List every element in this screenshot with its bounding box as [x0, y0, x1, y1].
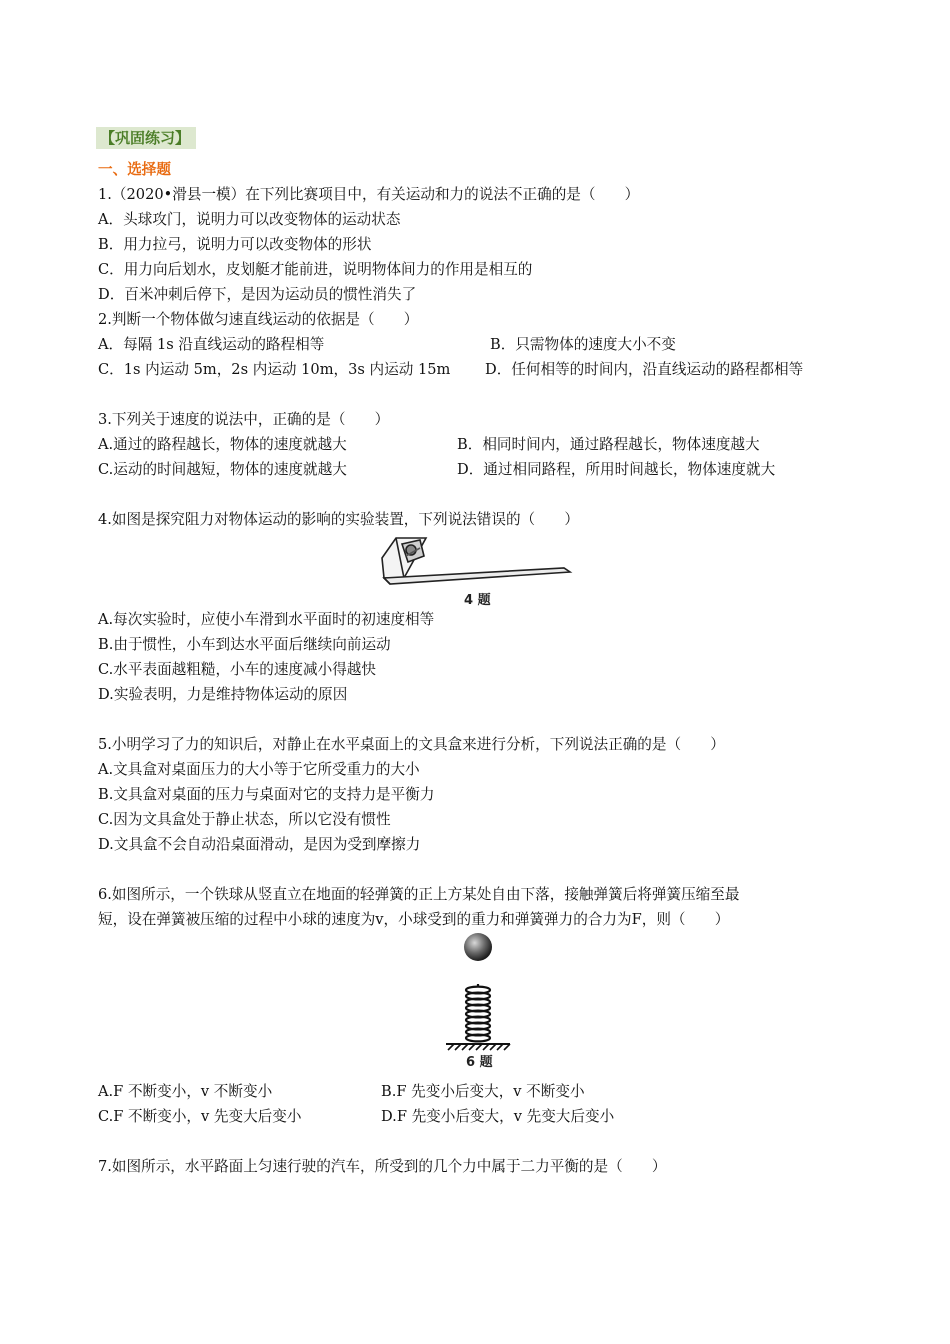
q2-option-d: D．任何相等的时间内，沿直线运动的路程都相等 — [485, 361, 804, 378]
q4-figure-caption: 4 题 — [464, 593, 491, 608]
q4-option-d: D.实验表明，力是维持物体运动的原因 — [98, 686, 348, 703]
q6-option-c: C.F 不断变小，v 先变大后变小 — [98, 1108, 302, 1125]
q5-option-d: D.文具盒不会自动沿桌面滑动，是因为受到摩擦力 — [98, 836, 421, 853]
q5-stem: 5.小明学习了力的知识后，对静止在水平桌面上的文具盒来进行分析，下列说法正确的是（ ） — [98, 736, 725, 753]
q3-option-d: D．通过相同路程，所用时间越长，物体速度就大 — [457, 461, 776, 478]
ramp-and-track-drawing — [382, 538, 570, 584]
q3-option-c: C.运动的时间越短，物体的速度就越大 — [98, 461, 347, 478]
q6-figure-caption: 6 题 — [466, 1055, 493, 1068]
ramp-cart-figure — [378, 530, 574, 610]
iron-ball — [464, 933, 492, 961]
q1-option-c: C．用力向后划水，皮划艇才能前进，说明物体间力的作用是相互的 — [98, 261, 533, 278]
section-tag: 【巩固练习】 — [96, 127, 196, 149]
q5-option-b: B.文具盒对桌面的压力与桌面对它的支持力是平衡力 — [98, 786, 435, 803]
q2-option-b: B．只需物体的速度大小不变 — [490, 336, 676, 353]
q6-stem-line-2: 短，设在弹簧被压缩的过程中小球的速度为v，小球受到的重力和弹簧弹力的合力为F，则（ ） — [98, 911, 730, 928]
q4-option-a: A.每次实验时，应使小车滑到水平面时的初速度相等 — [98, 611, 435, 628]
q5-option-a: A.文具盒对桌面压力的大小等于它所受重力的大小 — [98, 761, 420, 778]
q7-stem: 7.如图所示，水平路面上匀速行驶的汽车，所受到的几个力中属于二力平衡的是（ ） — [98, 1158, 667, 1175]
q1-option-d: D．百米冲刺后停下，是因为运动员的惯性消失了 — [98, 286, 417, 303]
q1-stem: 1.（2020•滑县一模）在下列比赛项目中，有关运动和力的说法不正确的是（ ） — [98, 186, 640, 203]
q6-stem-line-1: 6.如图所示，一个铁球从竖直立在地面的轻弹簧的正上方某处自由下落，接触弹簧后将弹簧压缩至最 — [98, 886, 740, 903]
q3-option-a: A.通过的路程越长，物体的速度就越大 — [98, 436, 347, 453]
q2-option-a: A．每隔 1s 沿直线运动的路程相等 — [98, 336, 325, 353]
q6-option-b: B.F 先变小后变大，v 不断变小 — [381, 1083, 585, 1100]
q2-option-c: C．1s 内运动 5m，2s 内运动 10m，3s 内运动 15m — [98, 361, 451, 378]
spring — [466, 984, 490, 1041]
q3-stem: 3.下列关于速度的说法中，正确的是（ ） — [98, 411, 390, 428]
q5-option-c: C.因为文具盒处于静止状态，所以它没有惯性 — [98, 811, 391, 828]
q4-option-c: C.水平表面越粗糙，小车的速度减小得越快 — [98, 661, 376, 678]
ground-hatch — [446, 1044, 510, 1050]
q1-option-a: A．头球攻门，说明力可以改变物体的运动状态 — [98, 211, 401, 228]
q2-stem: 2.判断一个物体做匀速直线运动的依据是（ ） — [98, 311, 419, 328]
q4-stem: 4.如图是探究阻力对物体运动的影响的实验装置，下列说法错误的（ ） — [98, 511, 579, 528]
q1-option-b: B．用力拉弓，说明力可以改变物体的形状 — [98, 236, 372, 253]
ball-spring-figure — [438, 928, 518, 1068]
section-title: 一、选择题 — [98, 161, 171, 178]
q4-option-b: B.由于惯性，小车到达水平面后继续向前运动 — [98, 636, 391, 653]
q3-option-b: B．相同时间内，通过路程越长，物体速度越大 — [457, 436, 760, 453]
q6-option-a: A.F 不断变小，v 不断变小 — [98, 1083, 273, 1100]
q6-option-d: D.F 先变小后变大，v 先变大后变小 — [381, 1108, 615, 1125]
